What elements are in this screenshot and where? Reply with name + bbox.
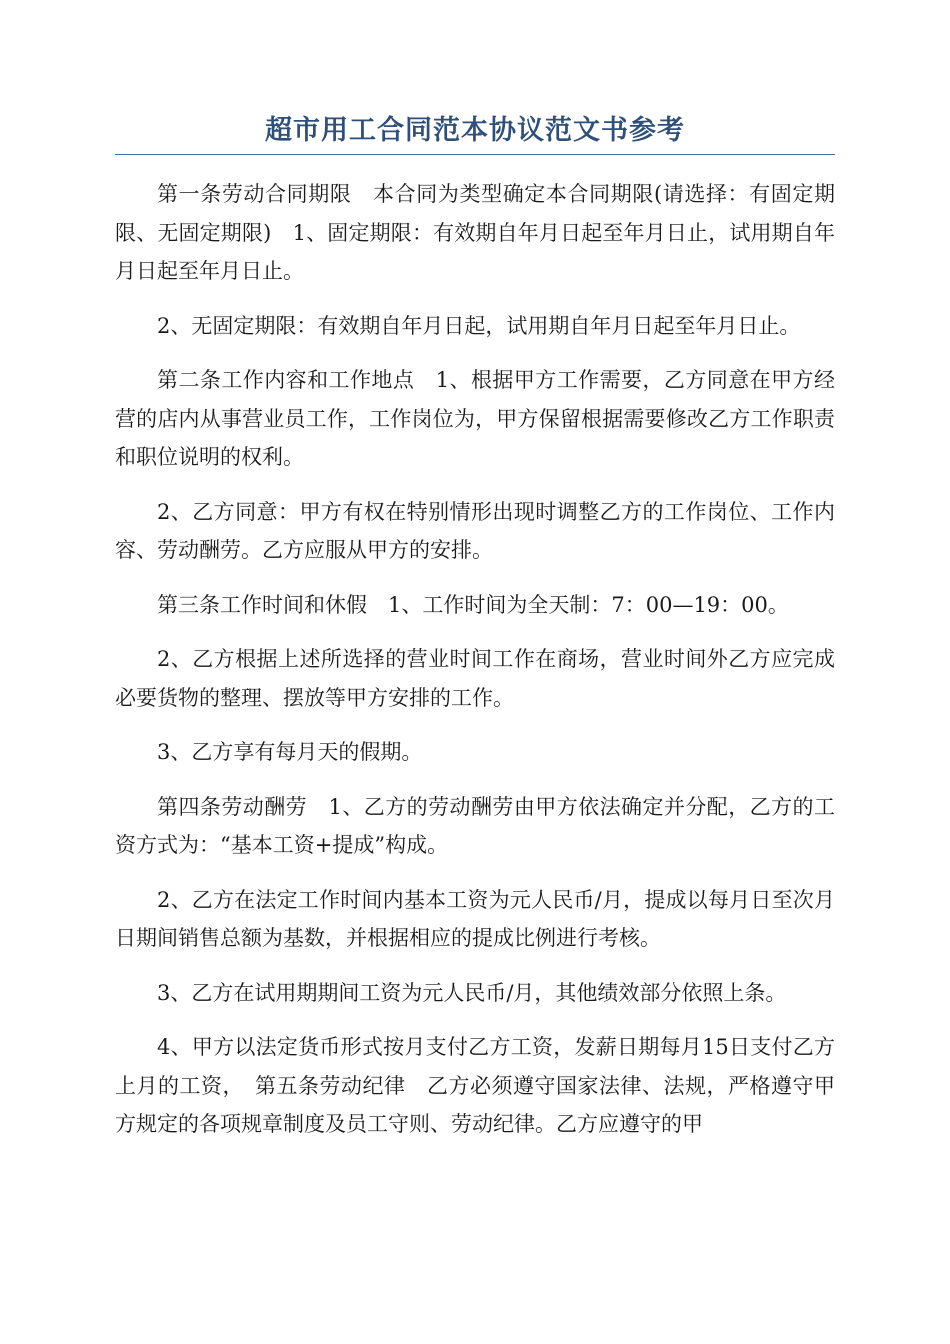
paragraph-article-1-item-2: 2、无固定期限：有效期自年月日起，试用期自年月日起至年月日止。 <box>157 313 801 338</box>
paragraph-article-4-item-3: 3、乙方在试用期期间工资为元人民币/月，其他绩效部分依照上条。 <box>157 980 787 1005</box>
document-page <box>115 108 835 1160</box>
paragraph-article-1: 第一条劳动合同期限 本合同为类型确定本合同期限(请选择：有固定期限、无固定期限) 1、固定期限：有效期自年月日起至年月日止，试用期自年月日起至年月日止。 <box>115 182 835 283</box>
title-underline <box>115 154 835 155</box>
paragraph-article-4: 第四条劳动酬劳 1、乙方的劳动酬劳由甲方依法确定并分配，乙方的工资方式为：“基本工资+提成”构成。 <box>115 794 835 857</box>
paragraph-article-3-item-3: 3、乙方享有每月天的假期。 <box>157 740 423 764</box>
paragraph-article-4-item-4: 4、甲方以法定货币形式按月支付乙方工资，发薪日期每月15日支付乙方上月的工资， 第五条劳动纪律 乙方必须遵守国家法律、法规，严格遵守甲方规定的各项规章制度及员工守则、劳动纪律。乙方应遵守的甲 <box>115 1035 835 1136</box>
paragraph-article-3: 第三条工作时间和休假 1、工作时间为全天制：7：00—19：00。 <box>157 592 789 617</box>
paragraph-article-2-item-2: 2、乙方同意：甲方有权在特别情形出现时调整乙方的工作岗位、工作内容、劳动酬劳。乙方应服从甲方的安排。 <box>115 499 835 562</box>
paragraph-article-2: 第二条工作内容和工作地点 1、根据甲方工作需要，乙方同意在甲方经营的店内从事营业员工作，工作岗位为，甲方保留根据需要修改乙方工作职责和职位说明的权利。 <box>115 368 835 469</box>
paragraph-article-3-item-2: 2、乙方根据上述所选择的营业时间工作在商场，营业时间外乙方应完成必要货物的整理、摆放等甲方安排的工作。 <box>115 647 835 710</box>
paragraph-article-4-item-2: 2、乙方在法定工作时间内基本工资为元人民币/月，提成以每月日至次月日期间销售总额为基数，并根据相应的提成比例进行考核。 <box>115 887 835 950</box>
document-title: 超市用工合同范本协议范文书参考 <box>265 115 685 146</box>
